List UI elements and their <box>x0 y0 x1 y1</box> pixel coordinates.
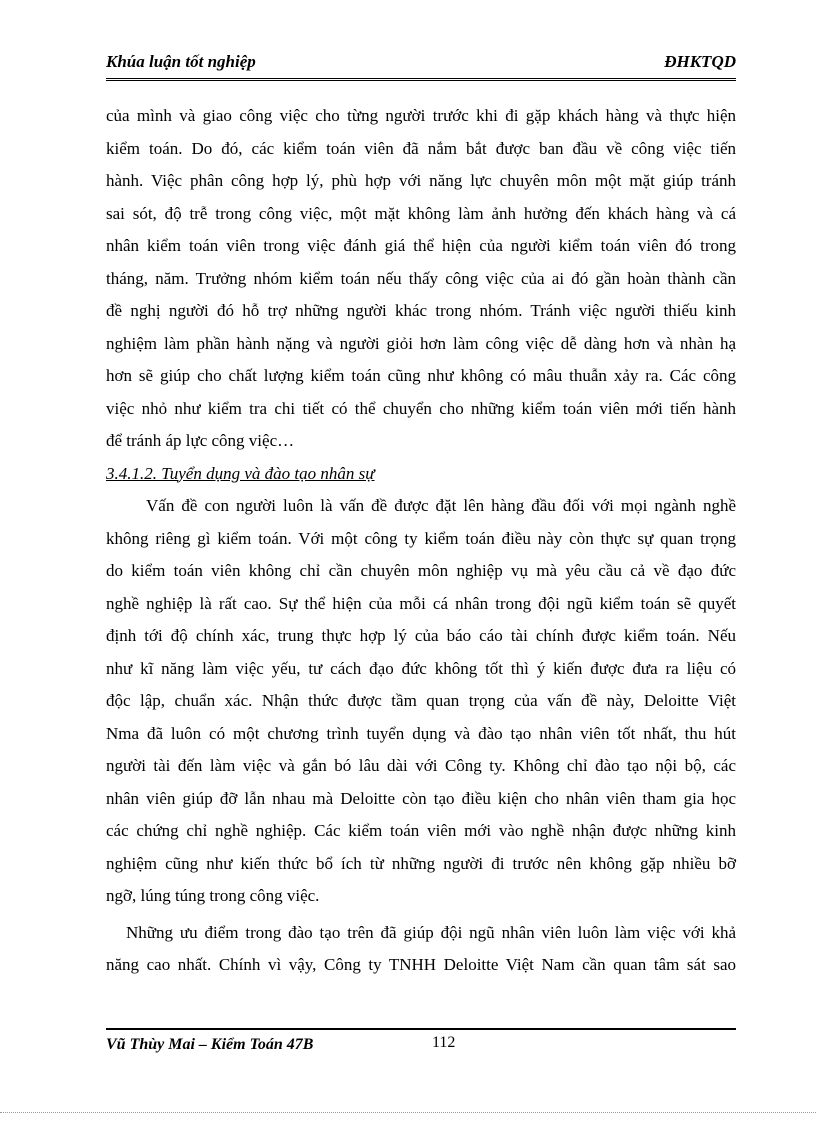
text-line: đề nghị người đó hỗ trợ những người khác trong nhóm. Tránh việc người thiếu kinh <box>106 301 736 320</box>
paragraph-2 <box>106 490 736 913</box>
text-line: các chứng chỉ nghề nghiệp. Các kiểm toán viên mới vào nghề nhận được những kinh <box>106 821 736 840</box>
text-line: kiểm toán. Do đó, các kiểm toán viên đã nắm bắt được ban đầu về công việc tiến <box>106 138 736 158</box>
footer-author: Vũ Thùy Mai – Kiểm Toán 47B <box>106 1036 314 1053</box>
text-line: Vấn đề con người luôn là vấn đề được đặt lên hàng đầu đối với mọi ngành nghề <box>146 496 736 515</box>
text-line: như kĩ năng làm việc yếu, tư cách đạo đức không tốt thì ý kiến được đưa ra liệu có <box>106 658 736 678</box>
text-line: định tới độ chính xác, trung thực hợp lý của báo cáo tài chính được kiểm toán. Nếu <box>106 626 736 645</box>
text-line: ngỡ, lúng túng trong công việc. <box>106 886 320 905</box>
page-footer <box>106 1028 736 1060</box>
text-line: người tài đến làm việc và gắn bó lâu dài với Công ty. Không chỉ đào tạo nội bộ, các <box>106 756 736 775</box>
page-header <box>106 50 736 81</box>
text-line: việc nhỏ như kiểm tra chi tiết có thể chuyển cho những kiểm toán viên mới tiến hành <box>106 398 736 418</box>
body-text <box>106 100 736 982</box>
header-title: Khúa luận tốt nghiệp <box>106 52 256 71</box>
header-school: ĐHKTQD <box>664 52 736 71</box>
text-line: nghiệm làm phần hành nặng và người giỏi hơn làm công việc dễ dàng hơn và nhàn hạ <box>106 333 736 353</box>
text-line: do kiểm toán viên không chỉ cần chuyên môn nghiệp vụ mà yêu cầu cả về đạo đức <box>106 561 736 580</box>
text-line: độc lập, chuẩn xác. Nhận thức được tầm quan trọng của vấn đề này, Deloitte Việt <box>106 691 736 710</box>
text-line: của mình và giao công việc cho từng người trước khi đi gặp khách hàng và thực hiện <box>106 106 736 125</box>
paragraph-3 <box>106 917 736 982</box>
section-heading: 3.4.1.2. Tuyển dụng và đào tạo nhân sự <box>106 463 375 483</box>
text-line: nghề nghiệp là rất cao. Sự thể hiện của mỗi cá nhân trong đội ngũ kiểm toán sẽ quyết <box>106 593 736 613</box>
text-line: Những ưu điểm trong đào tạo trên đã giúp đội ngũ nhân viên luôn làm việc với khả <box>126 922 736 942</box>
text-line: tháng, năm. Trưởng nhóm kiểm toán nếu thấy công việc của ai đó gần hoàn thành cần <box>106 268 736 288</box>
text-line: để tránh áp lực công việc… <box>106 431 295 450</box>
text-line: hơn sẽ giúp cho chất lượng kiểm toán cũng như không có mâu thuẫn xảy ra. Các công <box>106 366 736 385</box>
paragraph-1 <box>106 100 736 458</box>
page-bottom-divider <box>0 1112 816 1113</box>
text-line: năng cao nhất. Chính vì vậy, Công ty TNHH Deloitte Việt Nam cần quan tâm sát sao <box>106 955 736 974</box>
page-number: 112 <box>432 1034 456 1051</box>
text-line: nhân kiểm toán viên trong việc đánh giá thể hiện của người kiểm toán viên đó trong <box>106 236 736 255</box>
text-line: hành. Việc phân công hợp lý, phù hợp với năng lực chuyên môn một mặt giúp tránh <box>106 171 736 190</box>
text-line: nghiệm cũng như kiến thức bổ ích từ những người đi trước nên không gặp nhiều bỡ <box>106 853 736 873</box>
text-line: sai sót, độ trễ trong công việc, một mặt không làm ảnh hưởng đến khách hàng và cá <box>106 203 736 223</box>
text-line: nhân viên giúp đỡ lẫn nhau mà Deloitte còn tạo điều kiện cho nhân viên tham gia học <box>106 788 736 808</box>
text-line: không riêng gì kiểm toán. Với một công ty kiểm toán điều này còn thực sự quan trọng <box>106 528 736 548</box>
text-line: Nma đã luôn có một chương trình tuyển dụng và đào tạo nhân viên tốt nhất, thu hút <box>106 723 736 743</box>
